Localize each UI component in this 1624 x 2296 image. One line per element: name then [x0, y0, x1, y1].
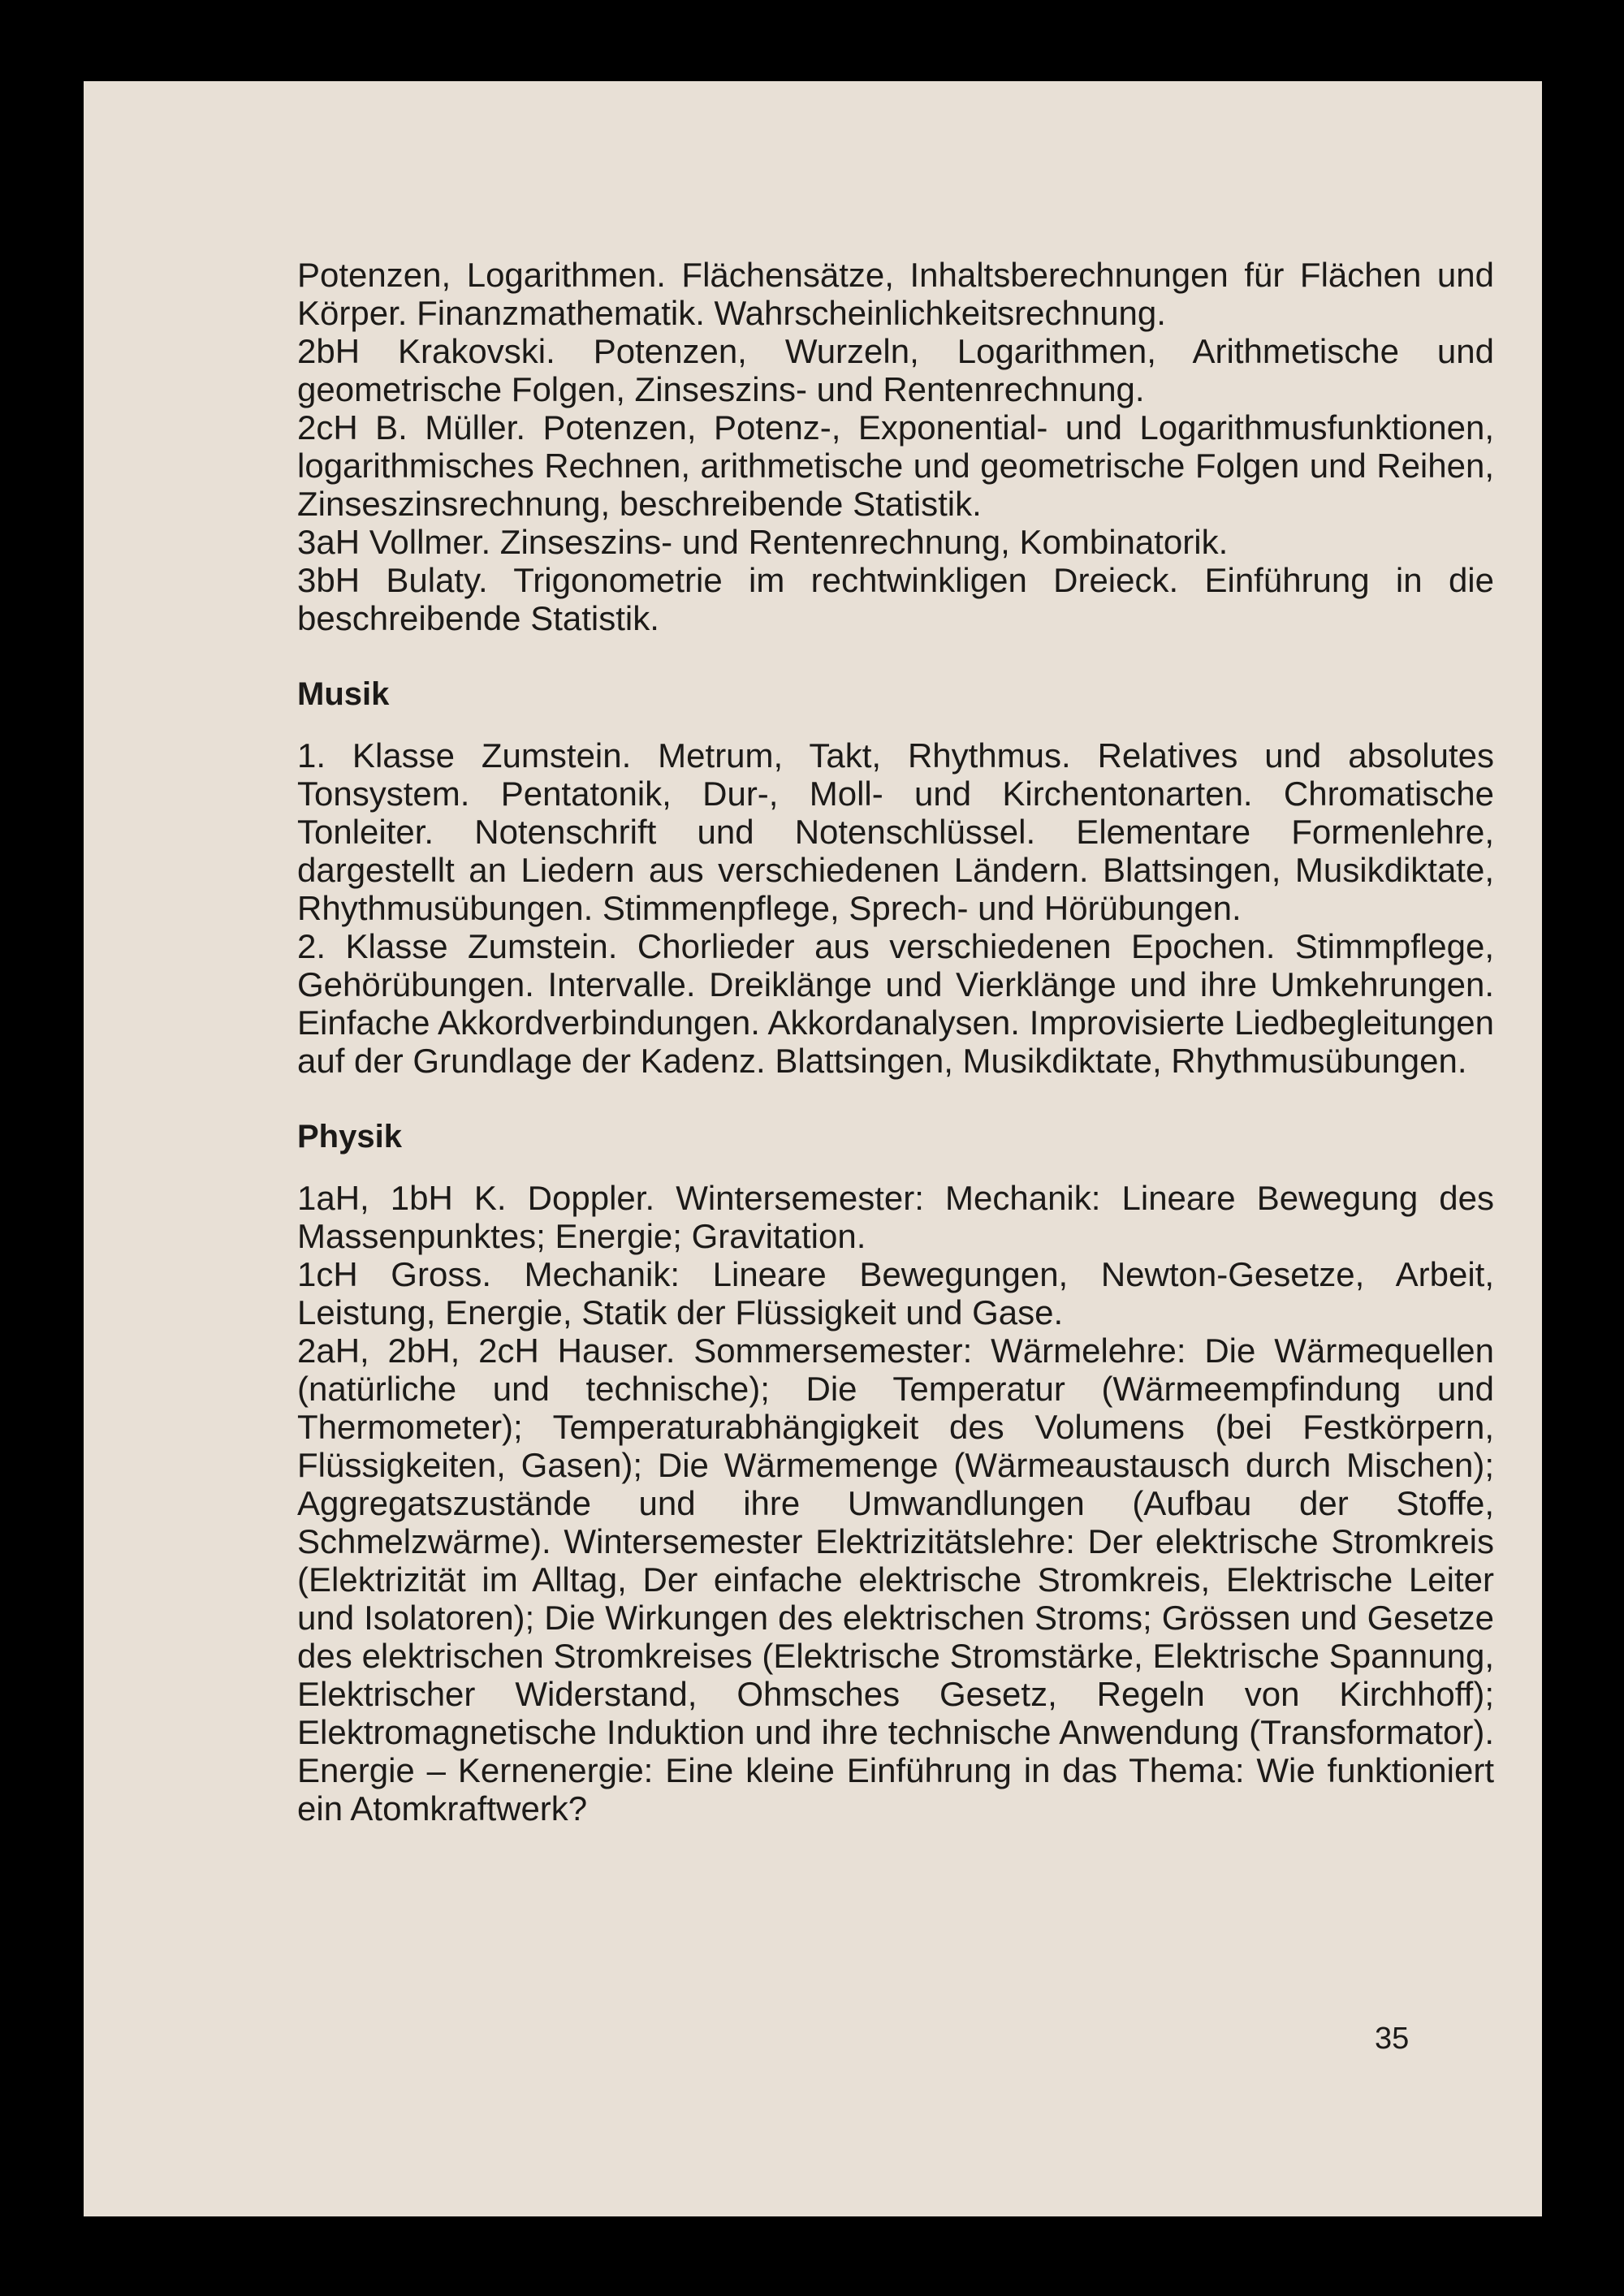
musik-paragraph-1: 1. Klasse Zumstein. Metrum, Takt, Rhythmus. Relatives und absolutes Tonsystem. Pentatonik, Dur-, Moll- und Kirchentonarten. Chromatische Tonleiter. Notenschrift und Notenschlüssel. Elementare Formenlehre, dargestellt an Liedern aus verschiedenen Ländern. Blattsingen, Musikdiktate, Rhythmusübungen. Stimmenpflege, Sprech- und Hörübungen. — [297, 736, 1494, 927]
page-content — [297, 256, 1494, 1828]
intro-paragraph-4: 3aH Vollmer. Zinseszins- und Rentenrechnung, Kombinatorik. — [297, 523, 1229, 561]
physik-paragraph-3: 2aH, 2bH, 2cH Hauser. Sommersemester: Wärmelehre: Die Wärmequellen (natürliche und technische); Die Temperatur (Wärmeempfindung und Thermometer); Temperaturabhängigkeit des Volumens (bei Festkörpern, Flüssigkeiten, Gasen); Die Wärmemenge (Wärmeaustausch durch Mischen); Aggregatszustände und ihre Umwandlungen (Aufbau der Stoffe, Schmelzwärme). Wintersemester Elektrizitätslehre: Der elektrische Stromkreis (Elektrizität im Alltag, Der einfache elektrische Stromkreis, Elektrische Leiter und Isolatoren); Die Wirkungen des elektrischen Stroms; Grössen und Gesetze des elektrischen Stromkreises (Elektrische Stromstärke, Elektrische Spannung, Elektrischer Widerstand, Ohmsches Gesetz, Regeln von Kirchhoff); Elektromagnetische Induktion und ihre technische Anwendung (Transformator). Energie – Kernenergie: Eine kleine Einführung in das Thema: Wie funktioniert ein Atomkraftwerk? — [297, 1331, 1494, 1828]
page-number: 35 — [1375, 2022, 1410, 2056]
section-heading-physik: Physik — [297, 1119, 402, 1154]
intro-paragraph-1: Potenzen, Logarithmen. Flächensätze, Inhaltsberechnungen für Flächen und Körper. Finanzmathematik. Wahrscheinlichkeitsrechnung. — [297, 256, 1494, 332]
intro-paragraph-3: 2cH B. Müller. Potenzen, Potenz-, Exponential- und Logarithmusfunktionen, logarithmisches Rechnen, arithmetische und geometrische Folgen und Reihen, Zinseszinsrechnung, beschreibende Statistik. — [297, 408, 1494, 523]
document-page — [84, 81, 1542, 2216]
physik-paragraph-1: 1aH, 1bH K. Doppler. Wintersemester: Mechanik: Lineare Bewegung des Massenpunktes; Energie; Gravitation. — [297, 1179, 1494, 1255]
intro-paragraph-2: 2bH Krakovski. Potenzen, Wurzeln, Logarithmen, Arithmetische und geometrische Folgen, Zinseszins- und Rentenrechnung. — [297, 332, 1494, 408]
physik-paragraph-2: 1cH Gross. Mechanik: Lineare Bewegungen, Newton-Gesetze, Arbeit, Leistung, Energie, Statik der Flüssigkeit und Gase. — [297, 1255, 1494, 1331]
intro-paragraph-5: 3bH Bulaty. Trigonometrie im rechtwinkligen Dreieck. Einführung in die beschreibende Statistik. — [297, 561, 1494, 637]
section-heading-musik: Musik — [297, 676, 390, 712]
musik-paragraph-2: 2. Klasse Zumstein. Chorlieder aus verschiedenen Epochen. Stimmpflege, Gehörübungen. Intervalle. Dreiklänge und Vierklänge und ihre Umkehrungen. Einfache Akkordverbindungen. Akkordanalysen. Improvisierte Liedbegleitungen auf der Grundlage der Kadenz. Blattsingen, Musikdiktate, Rhythmusübungen. — [297, 927, 1494, 1080]
